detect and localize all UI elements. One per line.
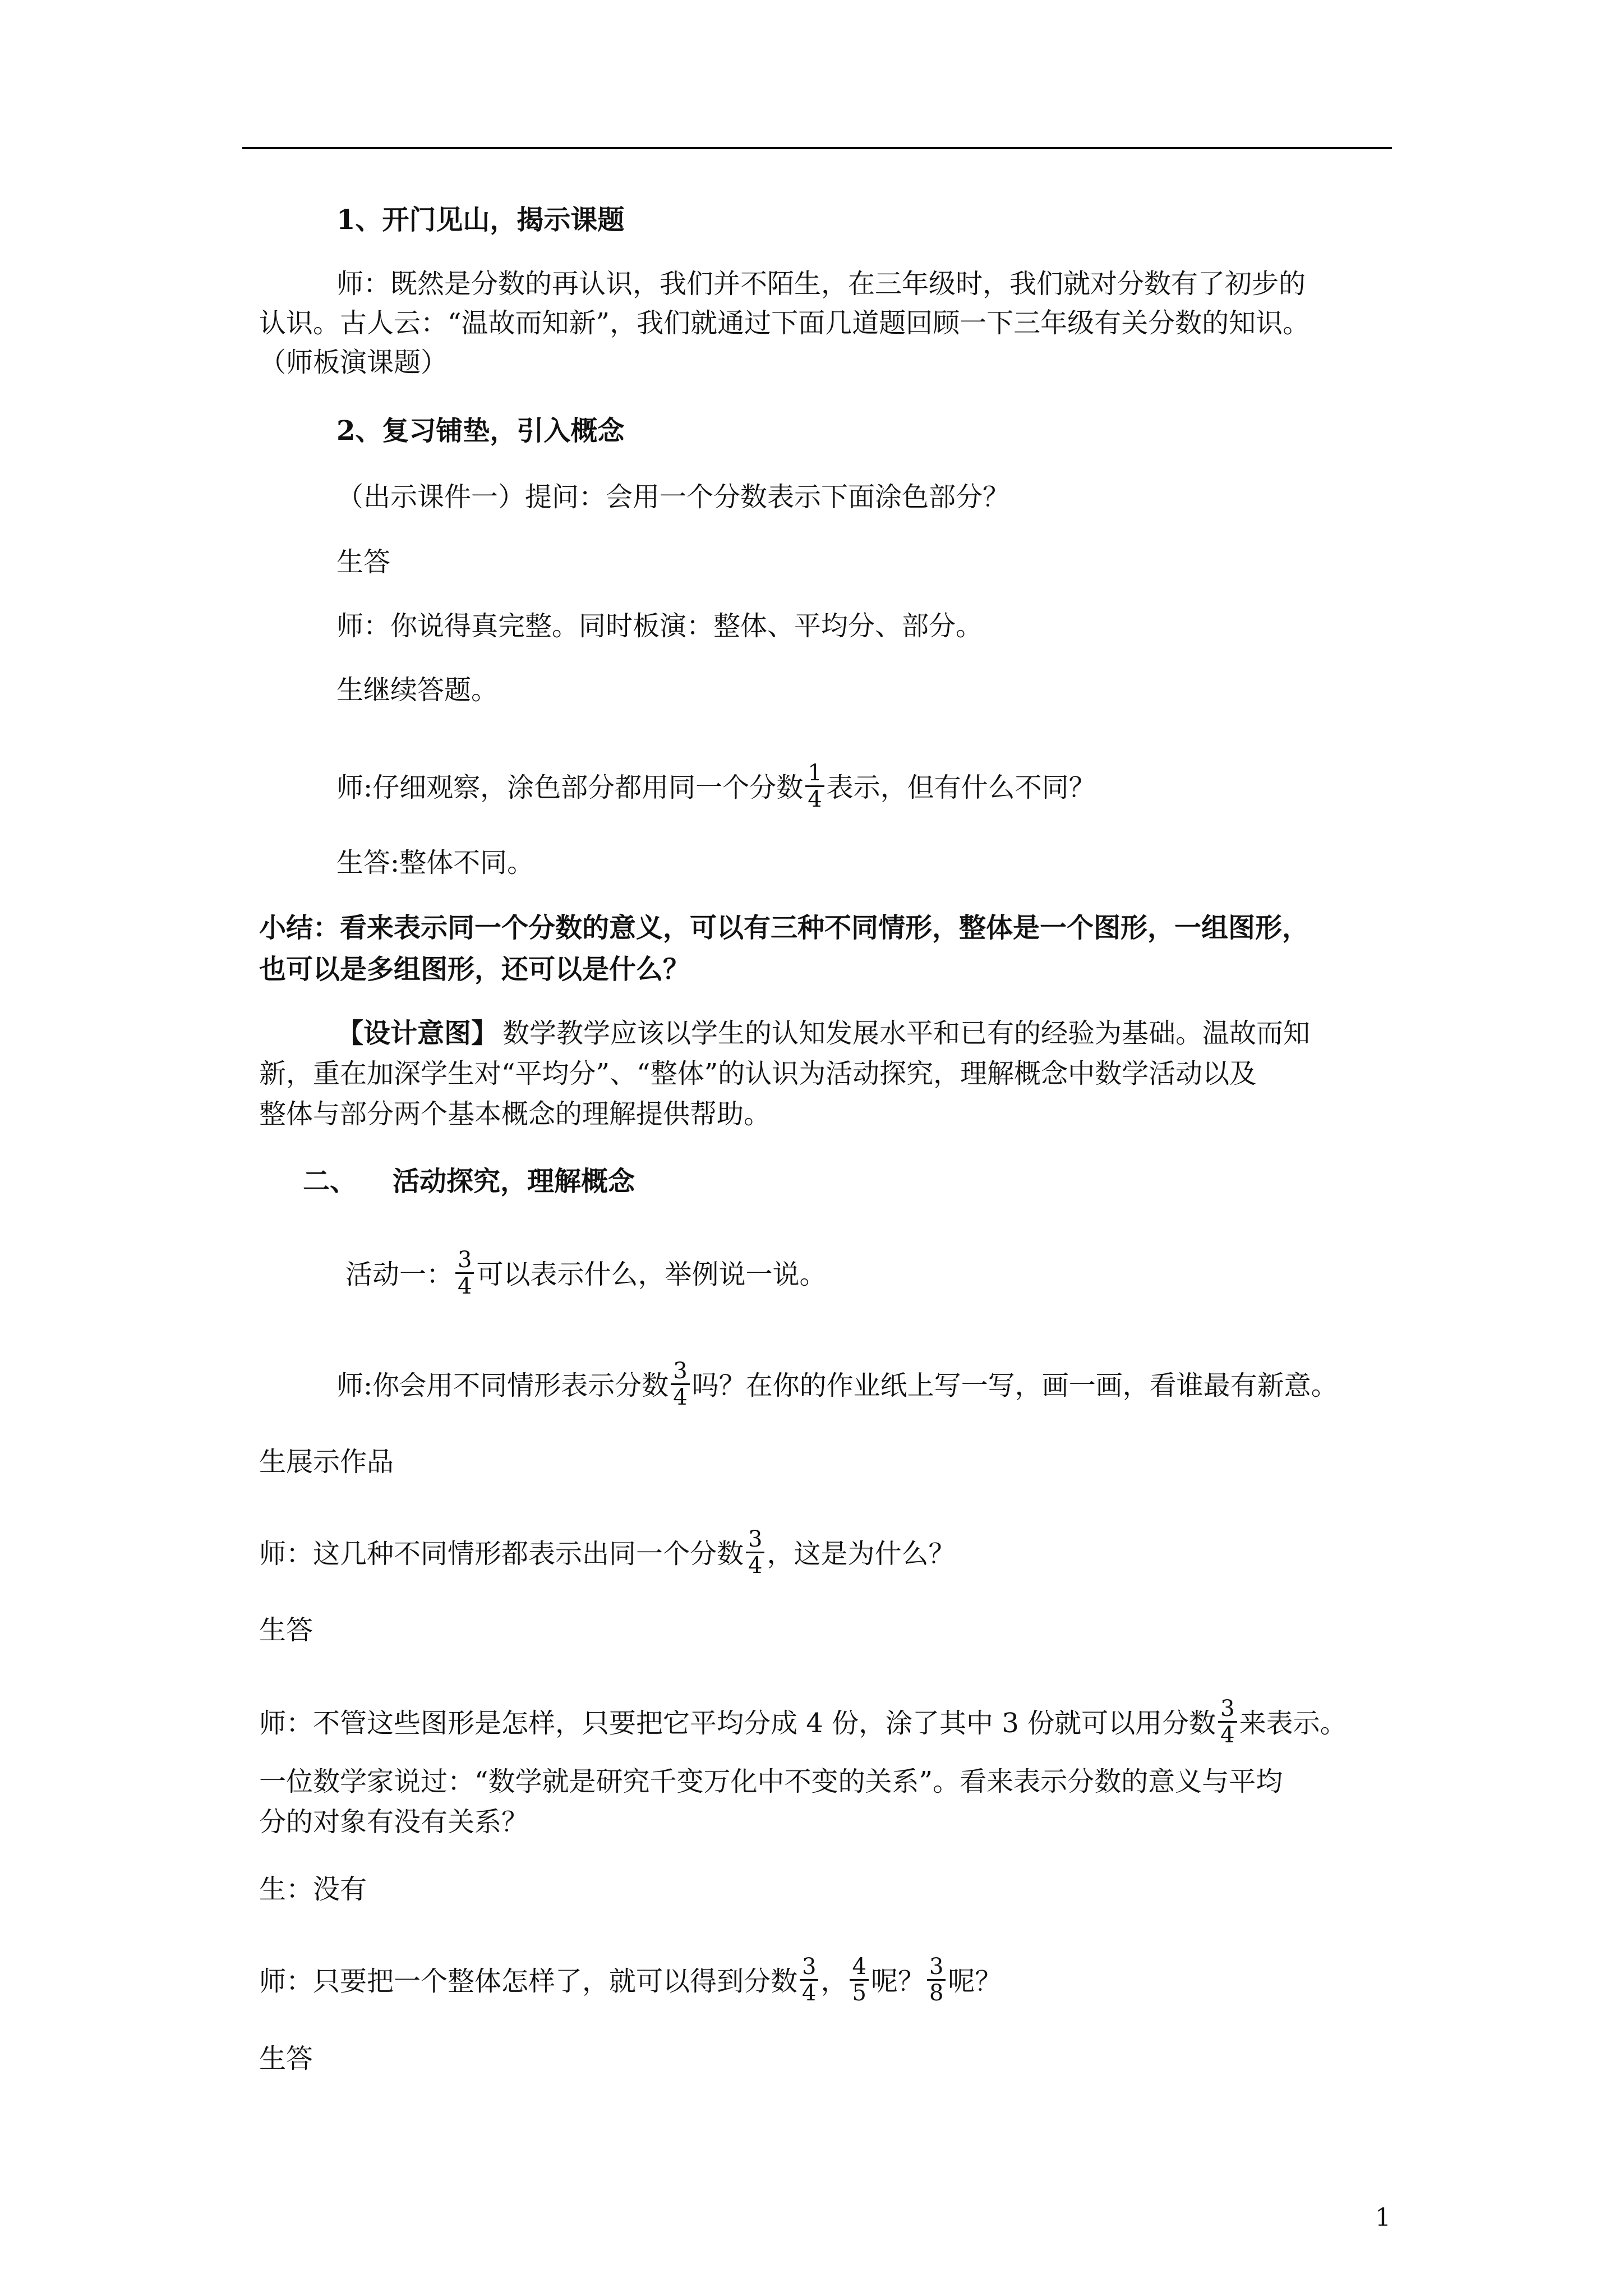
- paragraph-line: [336, 480, 1009, 514]
- paragraph-line: [502, 1016, 1310, 1050]
- text-run: 可以表示什么，举例说一说。: [476, 1259, 827, 1290]
- fraction-numerator: 1: [805, 761, 824, 787]
- fraction-numerator: 3: [800, 1954, 818, 1981]
- text-run: 一位数学家说过：“数学就是研究千变万化中不变的关系”。看来表示分数的意义与平均: [259, 1766, 1283, 1797]
- text-run: 【设计意图】: [336, 1018, 499, 1049]
- fraction: [455, 1248, 474, 1299]
- text-run: 呢？: [870, 1966, 925, 1997]
- paragraph-line: [259, 1954, 1002, 2009]
- fraction-numerator: 3: [455, 1248, 474, 1274]
- text-run: ，: [820, 1966, 848, 1997]
- paragraph-line: [336, 545, 390, 579]
- text-run: 生答: [336, 546, 391, 578]
- section-heading-2: [336, 414, 624, 448]
- fraction-numerator: 3: [927, 1954, 946, 1981]
- text-run: 活动探究，理解概念: [393, 1166, 635, 1197]
- fraction-denominator: 4: [1220, 1722, 1235, 1748]
- text-run: 新，重在加深学生对“平均分”、“整体”的认识为活动探究，理解概念中数学活动以及: [259, 1058, 1257, 1089]
- summary-line: [259, 953, 690, 986]
- fraction: [671, 1359, 689, 1410]
- paragraph-line: [259, 1696, 1347, 1751]
- paragraph-line: [259, 1445, 394, 1479]
- paragraph-line: [336, 846, 534, 880]
- section-heading-3: [393, 1165, 635, 1198]
- fraction-numerator: 3: [1218, 1696, 1237, 1723]
- fraction: [746, 1527, 764, 1578]
- paragraph-line: [336, 267, 1306, 301]
- text-run: 师:你会用不同情形表示分数: [336, 1370, 669, 1401]
- text-run: ，这是为什么？: [767, 1538, 956, 1570]
- text-run: 数学教学应该以学生的认知发展水平和已有的经验为基础。温故而知: [502, 1018, 1311, 1049]
- text-run: 来表示。: [1239, 1708, 1347, 1739]
- text-run: 活动一：: [345, 1259, 454, 1290]
- text-run: 生答: [259, 1614, 313, 1646]
- fraction: [800, 1954, 818, 2005]
- text-run: 整体与部分两个基本概念的理解提供帮助。: [259, 1098, 771, 1130]
- header-rule: [242, 147, 1392, 149]
- text-run: （师板演课题）: [259, 347, 448, 378]
- text-run: 师:仔细观察，涂色部分都用同一个分数: [336, 772, 804, 803]
- paragraph-line: [259, 346, 448, 379]
- text-run: 1、开门见山，揭示课题: [336, 204, 625, 236]
- design-intent-label: [336, 1016, 498, 1050]
- paragraph-line: [259, 1765, 1283, 1798]
- fraction-denominator: 5: [852, 1980, 866, 2006]
- fraction-denominator: 4: [748, 1553, 763, 1579]
- paragraph-line: [259, 2042, 313, 2076]
- text-run: 生：没有: [259, 1874, 367, 1905]
- text-run: 生答: [259, 2043, 313, 2074]
- fraction-numerator: 4: [850, 1954, 868, 1981]
- summary-line: [259, 911, 1309, 945]
- text-run: 吗？在你的作业纸上写一写，画一画，看谁最有新意。: [691, 1370, 1338, 1401]
- text-run: 呢？: [948, 1966, 1002, 1997]
- text-run: （出示课件一）提问：会用一个分数表示下面涂色部分？: [336, 481, 1010, 513]
- paragraph-line: [259, 1097, 771, 1131]
- paragraph-line: [336, 673, 498, 707]
- text-run: 二、: [303, 1166, 357, 1197]
- paragraph-line: [336, 609, 983, 643]
- text-run: 师：你说得真完整。同时板演：整体、平均分、部分。: [336, 610, 983, 642]
- paragraph-line: [259, 1526, 956, 1581]
- text-run: 分的对象有没有关系？: [259, 1806, 529, 1838]
- text-run: 师：既然是分数的再认识，我们并不陌生，在三年级时，我们就对分数有了初步的: [336, 268, 1306, 300]
- text-run: 2、复习铺垫，引入概念: [336, 415, 625, 447]
- fraction-denominator: 4: [673, 1384, 688, 1410]
- paragraph-line: [259, 1805, 528, 1839]
- section-heading-1: [336, 203, 624, 237]
- fraction: [927, 1954, 946, 2005]
- page-number: 1: [1375, 2203, 1391, 2232]
- fraction: [1218, 1696, 1237, 1747]
- text-run: 生继续答题。: [336, 674, 499, 706]
- text-run: 也可以是多组图形，还可以是什么？: [259, 954, 690, 985]
- text-run: 表示，但有什么不同？: [826, 772, 1096, 803]
- paragraph-line: [336, 760, 1096, 815]
- text-run: 生答:整体不同。: [336, 847, 534, 878]
- fraction-denominator: 4: [808, 786, 822, 812]
- fraction-denominator: 4: [802, 1980, 817, 2006]
- paragraph-line: [259, 306, 1310, 340]
- text-run: 小结：看来表示同一个分数的意义，可以有三种不同情形，整体是一个图形，一组图形，: [259, 912, 1310, 944]
- text-run: 师：不管这些图形是怎样，只要把它平均分成 4 份，涂了其中 3 份就可以用分数: [259, 1708, 1216, 1739]
- paragraph-line: [336, 1358, 1338, 1413]
- text-run: 师：只要把一个整体怎样了，就可以得到分数: [259, 1966, 798, 1997]
- text-run: 认识。古人云：“温故而知新”，我们就通过下面几道题回顾一下三年级有关分数的知识。: [259, 307, 1310, 339]
- fraction-numerator: 3: [671, 1359, 689, 1385]
- text-run: 生展示作品: [259, 1446, 394, 1478]
- fraction-denominator: 4: [458, 1273, 472, 1299]
- fraction-numerator: 3: [746, 1527, 764, 1553]
- paragraph-line: [259, 1057, 1256, 1091]
- text-run: 师：这几种不同情形都表示出同一个分数: [259, 1538, 744, 1570]
- paragraph-line: [259, 1872, 367, 1906]
- paragraph-line: [259, 1613, 313, 1647]
- section-number: [303, 1165, 357, 1198]
- fraction: [805, 761, 824, 812]
- fraction: [850, 1954, 868, 2005]
- fraction-denominator: 8: [929, 1980, 944, 2006]
- activity-line: [345, 1247, 827, 1302]
